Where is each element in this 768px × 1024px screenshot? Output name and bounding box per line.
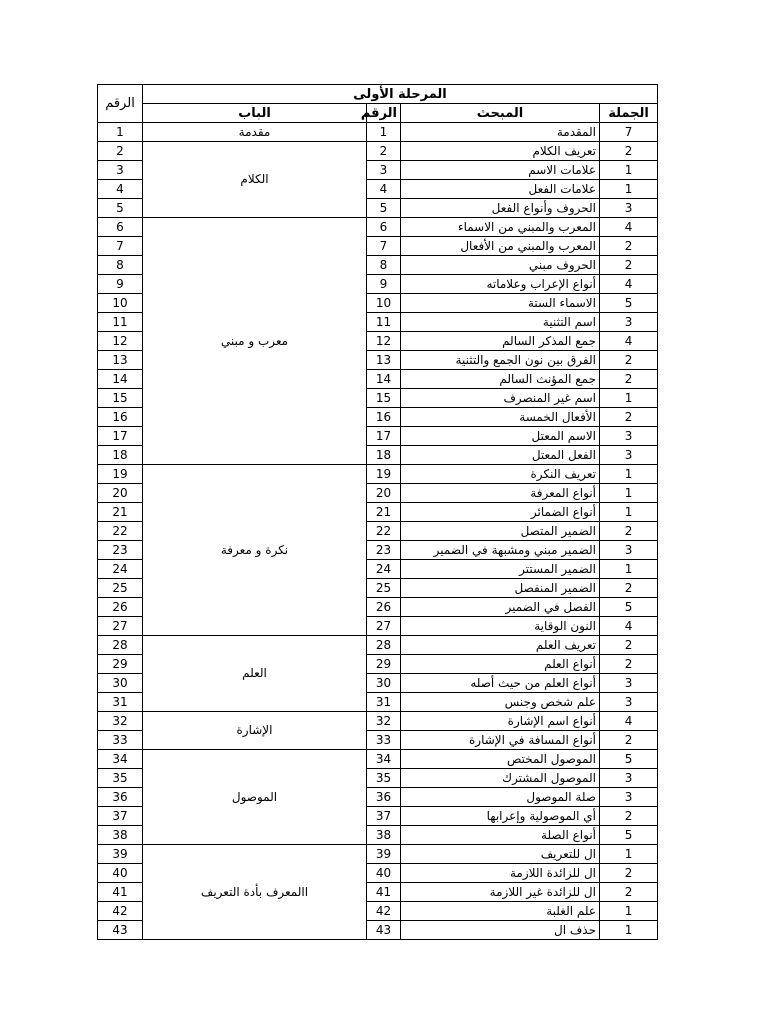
curriculum-table <box>97 84 658 940</box>
bab-cell: معرب و مبني <box>143 218 367 465</box>
topic-number: 38 <box>367 826 401 845</box>
bab-cell: الإشارة <box>143 712 367 750</box>
count-cell: 5 <box>600 826 658 845</box>
topic-number: 9 <box>367 275 401 294</box>
bab-cell: الكلام <box>143 142 367 218</box>
topic-cell: المعرب والمبني من الأفعال <box>401 237 600 256</box>
topic-cell: الأفعال الخمسة <box>401 408 600 427</box>
row-number: 10 <box>98 294 143 313</box>
topic-cell: أنواع اسم الإشارة <box>401 712 600 731</box>
topic-number: 1 <box>367 123 401 142</box>
row-number: 17 <box>98 427 143 446</box>
count-cell: 3 <box>600 769 658 788</box>
header-raqm2: الرقم <box>367 104 401 123</box>
topic-number: 13 <box>367 351 401 370</box>
topic-cell: المعرب والمبني من الاسماء <box>401 218 600 237</box>
row-number: 8 <box>98 256 143 275</box>
topic-number: 34 <box>367 750 401 769</box>
row-number: 14 <box>98 370 143 389</box>
count-cell: 2 <box>600 351 658 370</box>
topic-cell: علامات الفعل <box>401 180 600 199</box>
row-number: 22 <box>98 522 143 541</box>
topic-cell: الضمير المستتر <box>401 560 600 579</box>
row-number: 19 <box>98 465 143 484</box>
topic-cell: أنواع الإعراب وعلاماته <box>401 275 600 294</box>
row-number: 11 <box>98 313 143 332</box>
row-number: 18 <box>98 446 143 465</box>
row-number: 37 <box>98 807 143 826</box>
topic-cell: علامات الاسم <box>401 161 600 180</box>
topic-number: 36 <box>367 788 401 807</box>
topic-number: 31 <box>367 693 401 712</box>
row-number: 31 <box>98 693 143 712</box>
topic-number: 28 <box>367 636 401 655</box>
row-number: 42 <box>98 902 143 921</box>
count-cell: 3 <box>600 313 658 332</box>
count-cell: 1 <box>600 389 658 408</box>
count-cell: 7 <box>600 123 658 142</box>
topic-number: 11 <box>367 313 401 332</box>
row-number: 40 <box>98 864 143 883</box>
header-jumla: الجملة <box>600 104 658 123</box>
count-cell: 3 <box>600 427 658 446</box>
count-cell: 3 <box>600 541 658 560</box>
bab-cell: الموصول <box>143 750 367 845</box>
topic-cell: جمع المذكر السالم <box>401 332 600 351</box>
topic-number: 42 <box>367 902 401 921</box>
row-number: 25 <box>98 579 143 598</box>
topic-number: 17 <box>367 427 401 446</box>
count-cell: 4 <box>600 275 658 294</box>
topic-number: 23 <box>367 541 401 560</box>
table-row <box>98 123 658 142</box>
topic-number: 3 <box>367 161 401 180</box>
topic-cell: الحروف مبني <box>401 256 600 275</box>
count-cell: 4 <box>600 218 658 237</box>
topic-cell: الضمير مبني ومشبهة في الضمير <box>401 541 600 560</box>
table-row <box>98 750 658 769</box>
table-row <box>98 218 658 237</box>
bab-cell: العلم <box>143 636 367 712</box>
topic-cell: النون الوقاية <box>401 617 600 636</box>
row-number: 15 <box>98 389 143 408</box>
topic-cell: أنواع العلم <box>401 655 600 674</box>
bab-cell: مقدمة <box>143 123 367 142</box>
topic-number: 25 <box>367 579 401 598</box>
count-cell: 1 <box>600 845 658 864</box>
topic-number: 2 <box>367 142 401 161</box>
topic-cell: علم الغلبة <box>401 902 600 921</box>
row-number: 35 <box>98 769 143 788</box>
count-cell: 1 <box>600 902 658 921</box>
row-number: 16 <box>98 408 143 427</box>
row-number: 41 <box>98 883 143 902</box>
table-row <box>98 465 658 484</box>
row-number: 27 <box>98 617 143 636</box>
count-cell: 1 <box>600 180 658 199</box>
topic-number: 12 <box>367 332 401 351</box>
topic-number: 41 <box>367 883 401 902</box>
topic-cell: تعريف الكلام <box>401 142 600 161</box>
count-cell: 1 <box>600 560 658 579</box>
topic-number: 35 <box>367 769 401 788</box>
topic-cell: ال للزائدة اللازمة <box>401 864 600 883</box>
count-cell: 2 <box>600 731 658 750</box>
row-number: 34 <box>98 750 143 769</box>
header-bab: الباب <box>143 104 367 123</box>
topic-cell: صلة الموصول <box>401 788 600 807</box>
header-mabhath: المبحث <box>401 104 600 123</box>
count-cell: 3 <box>600 199 658 218</box>
count-cell: 1 <box>600 161 658 180</box>
header-raqm: الرقم <box>98 85 143 123</box>
topic-number: 21 <box>367 503 401 522</box>
count-cell: 2 <box>600 807 658 826</box>
topic-number: 7 <box>367 237 401 256</box>
row-number: 13 <box>98 351 143 370</box>
topic-number: 27 <box>367 617 401 636</box>
row-number: 6 <box>98 218 143 237</box>
table-row <box>98 142 658 161</box>
count-cell: 2 <box>600 237 658 256</box>
row-number: 39 <box>98 845 143 864</box>
count-cell: 4 <box>600 332 658 351</box>
count-cell: 2 <box>600 370 658 389</box>
topic-number: 26 <box>367 598 401 617</box>
topic-cell: الموصول المشترك <box>401 769 600 788</box>
row-number: 43 <box>98 921 143 940</box>
row-number: 2 <box>98 142 143 161</box>
count-cell: 5 <box>600 598 658 617</box>
count-cell: 2 <box>600 883 658 902</box>
topic-number: 40 <box>367 864 401 883</box>
count-cell: 4 <box>600 617 658 636</box>
count-cell: 3 <box>600 446 658 465</box>
topic-number: 29 <box>367 655 401 674</box>
count-cell: 2 <box>600 408 658 427</box>
row-number: 33 <box>98 731 143 750</box>
count-cell: 4 <box>600 712 658 731</box>
topic-number: 5 <box>367 199 401 218</box>
topic-cell: ال للزائدة غير اللازمة <box>401 883 600 902</box>
header-row-stage <box>98 85 658 104</box>
count-cell: 1 <box>600 503 658 522</box>
row-number: 3 <box>98 161 143 180</box>
row-number: 32 <box>98 712 143 731</box>
topic-number: 24 <box>367 560 401 579</box>
topic-number: 22 <box>367 522 401 541</box>
topic-number: 19 <box>367 465 401 484</box>
row-number: 12 <box>98 332 143 351</box>
count-cell: 5 <box>600 750 658 769</box>
row-number: 21 <box>98 503 143 522</box>
topic-number: 37 <box>367 807 401 826</box>
topic-number: 20 <box>367 484 401 503</box>
topic-number: 10 <box>367 294 401 313</box>
topic-cell: اسم غير المنصرف <box>401 389 600 408</box>
bab-cell: نكرة و معرفة <box>143 465 367 636</box>
topic-number: 14 <box>367 370 401 389</box>
row-number: 1 <box>98 123 143 142</box>
topic-cell: حذف ال <box>401 921 600 940</box>
topic-cell: جمع المؤنث السالم <box>401 370 600 389</box>
topic-number: 18 <box>367 446 401 465</box>
table-row <box>98 845 658 864</box>
topic-cell: علم شخص وجنس <box>401 693 600 712</box>
count-cell: 2 <box>600 256 658 275</box>
count-cell: 3 <box>600 674 658 693</box>
row-number: 38 <box>98 826 143 845</box>
row-number: 26 <box>98 598 143 617</box>
topic-cell: أنواع المعرفة <box>401 484 600 503</box>
topic-number: 32 <box>367 712 401 731</box>
topic-cell: الفرق بين نون الجمع والتثنية <box>401 351 600 370</box>
topic-cell: الاسم المعتل <box>401 427 600 446</box>
topic-number: 6 <box>367 218 401 237</box>
topic-cell: الفعل المعتل <box>401 446 600 465</box>
row-number: 4 <box>98 180 143 199</box>
topic-cell: أنواع الضمائر <box>401 503 600 522</box>
topic-cell: اسم التثنية <box>401 313 600 332</box>
count-cell: 1 <box>600 465 658 484</box>
count-cell: 1 <box>600 921 658 940</box>
topic-cell: أنواع الصلة <box>401 826 600 845</box>
topic-number: 16 <box>367 408 401 427</box>
table-row <box>98 636 658 655</box>
row-number: 20 <box>98 484 143 503</box>
row-number: 28 <box>98 636 143 655</box>
topic-number: 15 <box>367 389 401 408</box>
topic-cell: تعريف العلم <box>401 636 600 655</box>
topic-number: 4 <box>367 180 401 199</box>
topic-cell: ال للتعريف <box>401 845 600 864</box>
topic-number: 39 <box>367 845 401 864</box>
row-number: 24 <box>98 560 143 579</box>
stage-title: المرحلة الأولى <box>143 85 658 104</box>
row-number: 5 <box>98 199 143 218</box>
topic-cell: الاسماء الستة <box>401 294 600 313</box>
count-cell: 2 <box>600 579 658 598</box>
row-number: 36 <box>98 788 143 807</box>
topic-cell: المقدمة <box>401 123 600 142</box>
count-cell: 2 <box>600 636 658 655</box>
topic-cell: الموصول المختص <box>401 750 600 769</box>
count-cell: 3 <box>600 693 658 712</box>
topic-cell: أنواع العلم من حيث أصله <box>401 674 600 693</box>
count-cell: 2 <box>600 864 658 883</box>
topic-cell: الحروف وأنواع الفعل <box>401 199 600 218</box>
topic-cell: أي الموصولية وإعرابها <box>401 807 600 826</box>
topic-number: 33 <box>367 731 401 750</box>
row-number: 29 <box>98 655 143 674</box>
topic-cell: الضمير المتصل <box>401 522 600 541</box>
count-cell: 3 <box>600 788 658 807</box>
row-number: 30 <box>98 674 143 693</box>
bab-cell: االمعرف بأدة التعريف <box>143 845 367 940</box>
row-number: 23 <box>98 541 143 560</box>
topic-cell: الفصل في الضمير <box>401 598 600 617</box>
count-cell: 2 <box>600 655 658 674</box>
topic-cell: الضمير المنفصل <box>401 579 600 598</box>
topic-number: 43 <box>367 921 401 940</box>
topic-cell: تعريف النكرة <box>401 465 600 484</box>
table-row <box>98 712 658 731</box>
count-cell: 2 <box>600 142 658 161</box>
topic-number: 8 <box>367 256 401 275</box>
count-cell: 2 <box>600 522 658 541</box>
row-number: 7 <box>98 237 143 256</box>
count-cell: 1 <box>600 484 658 503</box>
row-number: 9 <box>98 275 143 294</box>
topic-number: 30 <box>367 674 401 693</box>
count-cell: 5 <box>600 294 658 313</box>
topic-cell: أنواع المسافة في الإشارة <box>401 731 600 750</box>
header-row-columns <box>98 104 658 123</box>
